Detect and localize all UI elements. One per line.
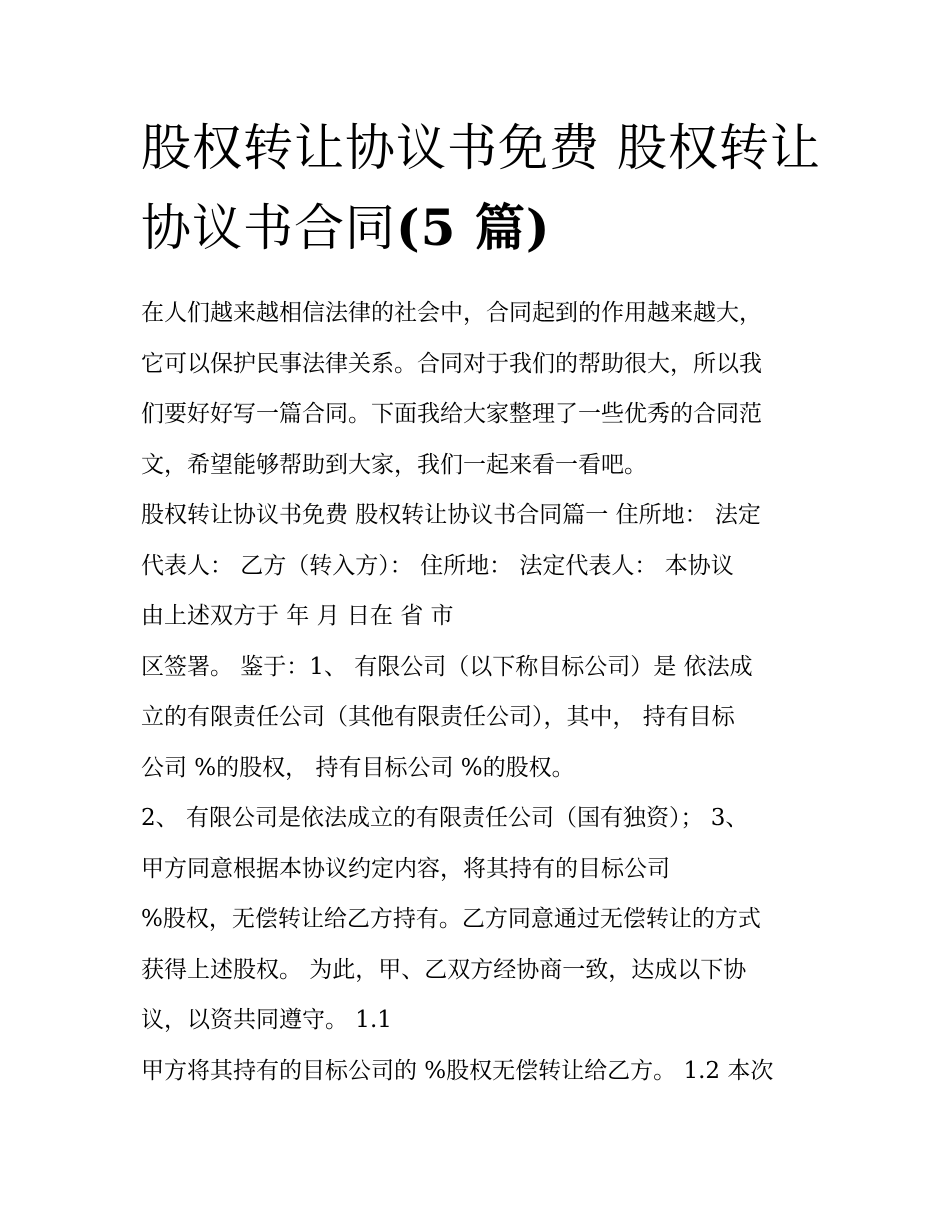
document-page	[141, 108, 821, 1096]
body-line: 甲方将其持有的目标公司的 %股权无偿转让给乙方。 1.2 本次	[141, 1057, 774, 1084]
title-line-2-count: (5 篇)	[396, 198, 551, 257]
document-title	[141, 108, 821, 268]
body-line: 获得上述股权。 为此，甲、乙双方经协商一致，达成以下协	[141, 956, 747, 983]
document-body	[141, 288, 821, 1096]
body-line: 代表人： 乙方（转入方）： 住所地： 法定代表人： 本协议	[141, 552, 734, 579]
title-line-2-main: 协议书合同	[141, 199, 396, 257]
body-line: 它可以保护民事法律关系。合同对于我们的帮助很大，所以我	[141, 350, 762, 377]
body-line: 公司 %的股权， 持有目标公司 %的股权。	[141, 754, 575, 781]
body-line: 们要好好写一篇合同。下面我给大家整理了一些优秀的合同范	[141, 401, 762, 427]
body-line: 甲方同意根据本协议约定内容，将其持有的目标公司	[141, 855, 670, 882]
title-line-1: 股权转让协议书免费 股权转让	[141, 119, 821, 177]
body-line: 立的有限责任公司（其他有限责任公司），其中， 持有目标	[141, 704, 735, 730]
body-line: 议，以资共同遵守。 1.1	[141, 1007, 392, 1033]
title-line-2	[141, 188, 821, 268]
body-line: 文，希望能够帮助到大家，我们一起来看一看吧。	[141, 451, 647, 478]
body-line: 由上述双方于 年 月 日在 省 市	[141, 603, 454, 629]
body-line: 股权转让协议书免费 股权转让协议书合同篇一 住所地： 法定	[141, 502, 761, 528]
body-line: %股权，无偿转让给乙方持有。乙方同意通过无偿转让的方式	[141, 906, 761, 932]
body-line: 2、 有限公司是依法成立的有限责任公司（国有独资）； 3、	[141, 805, 749, 831]
body-line: 区签署。 鉴于：1、 有限公司（以下称目标公司）是 依法成	[141, 653, 753, 680]
body-line: 在人们越来越相信法律的社会中，合同起到的作用越来越大，	[141, 300, 762, 326]
